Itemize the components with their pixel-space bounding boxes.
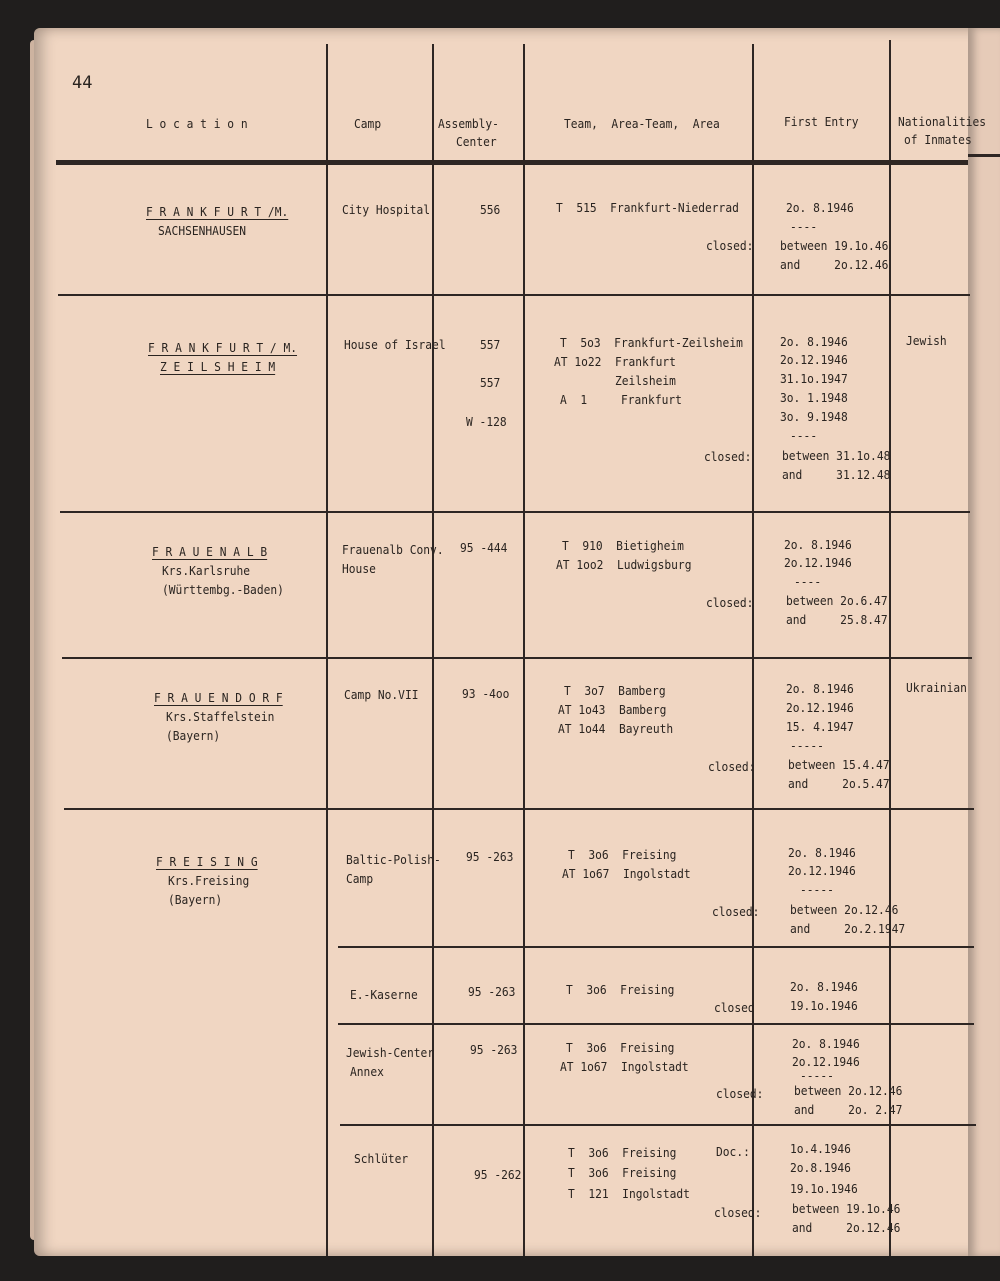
entry-line: between 2o.12.46 [790,902,899,917]
header-nationality-line2: of Inmates [904,132,972,147]
column-divider [432,44,434,1256]
team-line: Zeilsheim [554,373,676,388]
row-divider [58,294,970,296]
column-divider [889,40,891,1256]
team-line: T 3o6 Freising [568,1165,677,1180]
team-line: T 3o6 Freising [566,982,675,997]
header-camp: Camp [354,116,382,131]
entry-line: 19.1o.1946 [790,998,858,1013]
entry-line: 2o.12.1946 [792,1054,860,1069]
location-name: F R A U E N D O R F [154,690,283,705]
camp-name: Camp No.VII [344,687,419,702]
location-sub: (Bayern) [168,892,223,907]
column-divider [326,44,328,1256]
entry-line: 1o.4.1946 [790,1141,851,1156]
team-line: T 3o7 Bamberg [564,683,666,698]
assembly-center: 95 -263 [470,1042,518,1057]
closed-label: closed: [712,904,760,919]
assembly-center: 95 -263 [468,984,516,999]
camp-name: Camp [346,871,374,886]
header-assembly-line2: Center [456,134,497,149]
closed-label: closed: [706,595,754,610]
assembly-center: W -128 [466,414,507,429]
entry-line: and 2o.2.1947 [790,921,906,936]
page-number: 44 [72,73,93,93]
camp-name: Jewish-Center [346,1045,435,1060]
camp-name: House [342,561,376,576]
entry-line: between 19.1o.46 [780,238,889,253]
entry-line: and 25.8.47 [786,612,888,627]
column-divider [752,44,754,1256]
closed-label: closed: [704,449,752,464]
header-rule [56,160,968,165]
entry-line: 2o. 8.1946 [788,845,856,860]
entry-line: between 31.1o.48 [782,448,891,463]
entry-line: and 31.12.48 [782,467,891,482]
entry-line: between 2o.6.47 [786,593,888,608]
entry-line: and 2o.12.46 [792,1220,901,1235]
entry-line: 2o.12.1946 [780,352,848,367]
entry-line: 2o.12.1946 [784,555,852,570]
row-divider [338,946,974,948]
row-divider [338,1023,974,1025]
assembly-center: 556 [480,202,501,217]
entry-line: 2o. 8.1946 [792,1036,860,1051]
row-divider [60,511,970,513]
team-line: T 3o6 Freising [568,847,677,862]
closed-label: closed: [716,1086,764,1101]
camp-name: E.-Kaserne [350,987,418,1002]
camp-name: City Hospital [342,202,431,217]
location-sub: Krs.Freising [168,873,250,888]
location-name: F R E I S I N G [156,854,258,869]
entry-line: between 2o.12.46 [794,1083,903,1098]
entry-line: between 15.4.47 [788,757,890,772]
entry-line: ----- [790,738,824,753]
team-line: AT 1o67 Ingolstadt [562,866,691,881]
entry-line: ----- [800,882,834,897]
entry-line: and 2o.5.47 [788,776,890,791]
location-sub: Krs.Karlsruhe [162,563,251,578]
location-name: F R A N K F U R T /M. [146,204,289,219]
entry-line: 2o. 8.1946 [786,681,854,696]
team-line: AT 1o44 Bayreuth [558,721,674,736]
team-line: A 1 Frankfurt [560,392,682,407]
nationality: Ukrainian [906,680,967,695]
entry-line: ---- [790,428,818,443]
assembly-center: 95 -262 [474,1167,522,1182]
closed-label: closed [714,1000,755,1015]
camp-name: Schlüter [354,1151,409,1166]
location-name: F R A U E N A L B [152,544,268,559]
entry-line: ---- [794,574,822,589]
next-page-rule [968,154,1000,157]
entry-line: 15. 4.1947 [786,719,854,734]
location-sub: SACHSENHAUSEN [158,223,247,238]
location-sub: Z E I L S H E I M [160,359,276,374]
location-sub: Krs.Staffelstein [166,709,275,724]
entry-line: 2o.8.1946 [790,1160,851,1175]
camp-name: House of Israel [344,337,446,352]
row-divider [64,808,974,810]
team-line: AT 1o22 Frankfurt [554,354,676,369]
team-line: AT 1o67 Ingolstadt [560,1059,689,1074]
row-divider [340,1124,976,1126]
team-line: T 3o6 Freising [566,1040,675,1055]
entry-line: and 2o.12.46 [780,257,889,272]
entry-line: ----- [800,1068,834,1083]
doc-label: Doc.: [716,1144,750,1159]
nationality: Jewish [906,333,947,348]
assembly-center: 95 -263 [466,849,514,864]
entry-line: and 2o. 2.47 [794,1102,903,1117]
entry-line: ---- [790,219,818,234]
camp-name: Baltic-Polish- [346,852,441,867]
header-location: L o c a t i o n [146,116,248,131]
team-line: AT 1oo2 Ludwigsburg [556,557,692,572]
header-team: Team, Area-Team, Area [564,116,720,131]
location-sub: (Bayern) [166,728,221,743]
entry-line: 3o. 9.1948 [780,409,848,424]
entry-line: 2o. 8.1946 [790,979,858,994]
entry-line: 19.1o.1946 [790,1181,858,1196]
entry-line: 3o. 1.1948 [780,390,848,405]
closed-label: closed: [706,238,754,253]
entry-line: 2o.12.1946 [788,863,856,878]
team-line: T 910 Bietigheim [562,538,684,553]
camp-name: Frauenalb Conv. [342,542,444,557]
row-divider [62,657,972,659]
assembly-center: 93 -4oo [462,686,510,701]
entry-line: 2o.12.1946 [786,700,854,715]
entry-line: 2o. 8.1946 [780,334,848,349]
entry-line: 2o. 8.1946 [784,537,852,552]
location-sub: (Württembg.-Baden) [162,582,284,597]
next-page-edge [968,28,1000,1256]
header-nationality-line1: Nationalities [898,114,987,129]
team-line: T 121 Ingolstadt [568,1186,690,1201]
entry-line: between 19.1o.46 [792,1201,901,1216]
header-assembly-line1: Assembly- [438,116,499,131]
header-first-entry: First Entry [784,114,859,129]
location-name: F R A N K F U R T / M. [148,340,298,355]
assembly-center: 557 [480,375,501,390]
team-line: T 3o6 Freising [568,1145,677,1160]
assembly-center: 557 [480,337,501,352]
team-line: T 515 Frankfurt-Niederrad [556,200,739,215]
team-line: T 5o3 Frankfurt-Zeilsheim [560,335,743,350]
entry-line: 31.1o.1947 [780,371,848,386]
camp-name: Annex [350,1064,384,1079]
closed-label: closed: [708,759,756,774]
team-line: AT 1o43 Bamberg [558,702,667,717]
closed-label: closed: [714,1205,762,1220]
assembly-center: 95 -444 [460,540,508,555]
column-divider [523,44,525,1256]
entry-line: 2o. 8.1946 [786,200,854,215]
